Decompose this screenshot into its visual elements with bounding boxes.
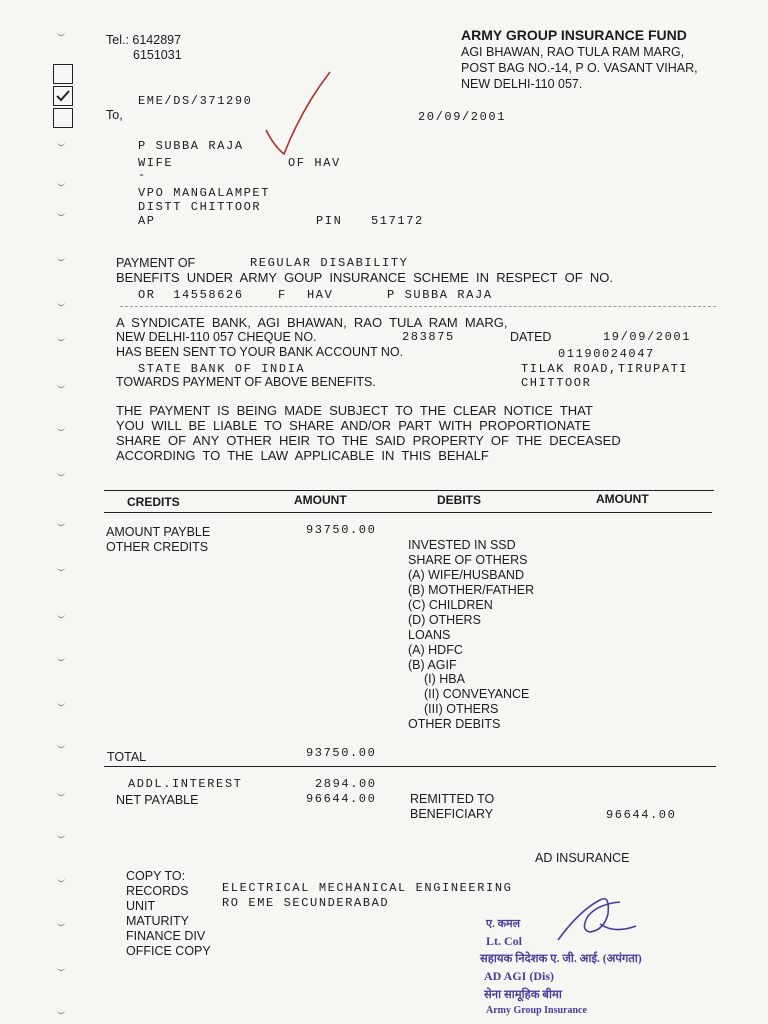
binder-hole bbox=[57, 565, 65, 571]
pin-code: 517172 bbox=[371, 214, 424, 228]
binder-hole bbox=[57, 876, 65, 882]
binder-hole bbox=[57, 140, 65, 146]
copy-item: MATURITY bbox=[126, 914, 189, 928]
notice-line: YOU WILL BE LIABLE TO SHARE AND/OR PART WITH PROPORTIONATE bbox=[116, 418, 591, 433]
org-address-3: NEW DELHI-110 057. bbox=[461, 77, 583, 91]
debit-item: INVESTED IN SSD bbox=[408, 538, 516, 552]
ad-insurance: AD INSURANCE bbox=[535, 851, 630, 865]
benefit-type: REGULAR DISABILITY bbox=[250, 256, 409, 270]
recipient-address-3: AP bbox=[138, 214, 156, 228]
stamp-line: सहायक निदेशक ए. जी. आई. (अपंगता) bbox=[480, 953, 642, 965]
copy-recipient-1: ELECTRICAL MECHANICAL ENGINEERING bbox=[222, 881, 513, 895]
debit-item: (B) AGIF bbox=[408, 658, 457, 672]
copy-item: FINANCE DIV bbox=[126, 929, 206, 943]
recipient-name: P SUBBA RAJA bbox=[138, 139, 244, 153]
header-bottom-rule bbox=[104, 512, 712, 513]
dash-mark: - bbox=[138, 168, 147, 182]
copy-item: RECORDS bbox=[126, 884, 189, 898]
debit-item: (C) CHILDREN bbox=[408, 598, 493, 612]
amount-header-1: AMOUNT bbox=[294, 493, 347, 507]
total-rule bbox=[104, 766, 716, 767]
tick-mark-icon bbox=[262, 68, 334, 160]
signature-icon bbox=[540, 880, 650, 956]
binder-hole bbox=[57, 300, 65, 306]
recipient-relation: WIFE bbox=[138, 156, 174, 170]
debit-item: SHARE OF OTHERS bbox=[408, 553, 528, 567]
binder-hole bbox=[57, 210, 65, 216]
addl-interest-amount: 2894.00 bbox=[315, 777, 377, 791]
credit-amount-payable-value: 93750.00 bbox=[306, 523, 377, 537]
or-number: OR 14558626 bbox=[138, 288, 244, 302]
binder-hole bbox=[57, 255, 65, 261]
recipient-of: OF HAV bbox=[288, 156, 341, 170]
binder-hole bbox=[57, 920, 65, 926]
binder-hole bbox=[57, 335, 65, 341]
net-payable-amount: 96644.00 bbox=[306, 792, 377, 806]
recipient-address-2: DISTT CHITTOOR bbox=[138, 200, 262, 214]
stamp-line: Army Group Insurance bbox=[486, 1005, 587, 1016]
binder-hole bbox=[57, 520, 65, 526]
binder-hole bbox=[57, 1008, 65, 1014]
payment-description: BENEFITS UNDER ARMY GOUP INSURANCE SCHEME IN RESPECT OF NO. bbox=[116, 270, 613, 285]
bank-branch-2: CHITTOOR bbox=[521, 376, 592, 390]
stamp-line: Lt. Col bbox=[486, 934, 522, 948]
bank-line-3: HAS BEEN SENT TO YOUR BANK ACCOUNT NO. bbox=[116, 345, 404, 359]
binder-hole bbox=[57, 425, 65, 431]
debit-item: (I) HBA bbox=[424, 672, 465, 686]
empty-box bbox=[53, 64, 73, 84]
debits-header: DEBITS bbox=[437, 493, 482, 507]
bank-line-2: NEW DELHI-110 057 CHEQUE NO. bbox=[116, 330, 317, 344]
binder-hole bbox=[57, 965, 65, 971]
credit-amount-payable: AMOUNT PAYBLE bbox=[106, 525, 211, 539]
debit-item: (II) CONVEYANCE bbox=[424, 687, 530, 701]
pin-label: PIN bbox=[316, 214, 343, 228]
binder-hole bbox=[57, 470, 65, 476]
binder-hole bbox=[57, 700, 65, 706]
net-payable-label: NET PAYABLE bbox=[116, 793, 199, 807]
total-amount: 93750.00 bbox=[306, 746, 377, 760]
debit-item: (A) WIFE/HUSBAND bbox=[408, 568, 524, 582]
payee-name: P SUBBA RAJA bbox=[387, 288, 493, 302]
copy-to-label: COPY TO: bbox=[126, 869, 186, 883]
telephone-1: Tel.: 6142897 bbox=[106, 33, 182, 47]
stamp-line: ए. कमल bbox=[486, 918, 521, 930]
amount-header-2: AMOUNT bbox=[596, 492, 649, 506]
table-top-rule bbox=[104, 490, 714, 491]
bank-branch-1: TILAK ROAD,TIRUPATI bbox=[521, 362, 689, 376]
binder-hole bbox=[57, 832, 65, 838]
debit-item: (B) MOTHER/FATHER bbox=[408, 583, 535, 597]
debit-item: OTHER DEBITS bbox=[408, 717, 501, 731]
divider bbox=[120, 306, 716, 307]
binder-hole bbox=[57, 30, 65, 36]
addl-interest-label: ADDL.INTEREST bbox=[128, 777, 243, 791]
binder-hole bbox=[57, 612, 65, 618]
rank: HAV bbox=[307, 288, 334, 302]
org-name: ARMY GROUP INSURANCE FUND bbox=[461, 27, 687, 43]
copy-recipient-2: RO EME SECUNDERABAD bbox=[222, 896, 390, 910]
remitted-label-1: REMITTED TO bbox=[410, 792, 495, 806]
bank-line-1: A SYNDICATE BANK, AGI BHAWAN, RAO TULA RAM MARG, bbox=[116, 315, 508, 330]
credit-other-credits: OTHER CREDITS bbox=[106, 540, 209, 554]
binder-hole bbox=[57, 790, 65, 796]
checkbox-stack bbox=[53, 64, 75, 126]
binder-hole bbox=[57, 180, 65, 186]
copy-item: OFFICE COPY bbox=[126, 944, 211, 958]
reference-number: EME/DS/371290 bbox=[138, 94, 253, 108]
notice-line: SHARE OF ANY OTHER HEIR TO THE SAID PROPERTY OF THE DECEASED bbox=[116, 433, 621, 448]
remitted-label-2: BENEFICIARY bbox=[410, 807, 494, 821]
remitted-amount: 96644.00 bbox=[606, 808, 677, 822]
org-address-2: POST BAG NO.-14, P O. VASANT VIHAR, bbox=[461, 61, 698, 75]
binder-hole bbox=[57, 742, 65, 748]
org-address-1: AGI BHAWAN, RAO TULA RAM MARG, bbox=[461, 45, 685, 59]
debit-item: (D) OTHERS bbox=[408, 613, 481, 627]
binder-hole bbox=[57, 655, 65, 661]
rank-code: F bbox=[278, 288, 287, 302]
debit-item: LOANS bbox=[408, 628, 451, 642]
credits-header: CREDITS bbox=[127, 495, 180, 509]
payment-of-label: PAYMENT OF bbox=[116, 256, 196, 270]
notice-line: THE PAYMENT IS BEING MADE SUBJECT TO THE CLEAR NOTICE THAT bbox=[116, 403, 593, 418]
total-label: TOTAL bbox=[107, 750, 147, 764]
cheque-date: 19/09/2001 bbox=[603, 330, 692, 344]
debit-item: (III) OTHERS bbox=[424, 702, 499, 716]
bank-line-4: TOWARDS PAYMENT OF ABOVE BENEFITS. bbox=[116, 375, 376, 389]
empty-box bbox=[53, 108, 73, 128]
dated-label: DATED bbox=[510, 330, 552, 344]
checked-box bbox=[53, 86, 73, 106]
cheque-number: 283875 bbox=[402, 330, 455, 344]
notice-line: ACCORDING TO THE LAW APPLICABLE IN THIS BEHALF bbox=[116, 448, 489, 463]
telephone-2: 6151031 bbox=[133, 48, 182, 62]
copy-item: UNIT bbox=[126, 899, 156, 913]
check-icon bbox=[54, 87, 72, 105]
debit-item: (A) HDFC bbox=[408, 643, 463, 657]
binder-hole bbox=[57, 382, 65, 388]
recipient-address-1: VPO MANGALAMPET bbox=[138, 186, 271, 200]
letter-date: 20/09/2001 bbox=[418, 110, 507, 124]
to-label: To, bbox=[106, 108, 123, 122]
stamp-line: सेना सामूहिक बीमा bbox=[484, 989, 562, 1001]
account-number: 01190024047 bbox=[558, 347, 655, 361]
stamp-line: AD AGI (Dis) bbox=[484, 969, 555, 983]
bank-name: STATE BANK OF INDIA bbox=[138, 362, 306, 376]
